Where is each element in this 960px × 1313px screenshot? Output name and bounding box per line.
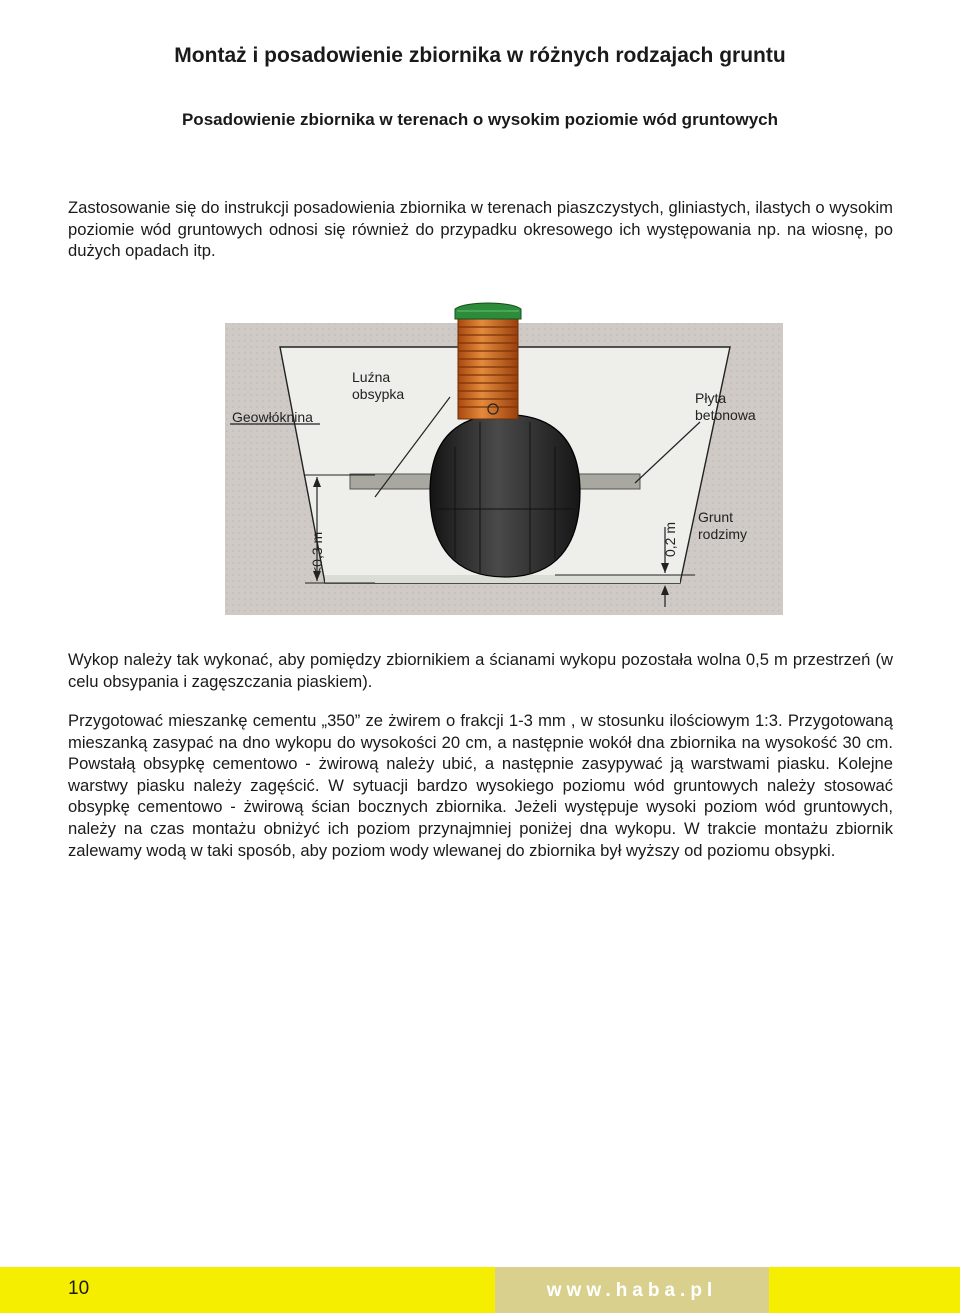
label-native-soil-line1: Grunt bbox=[698, 509, 734, 525]
footer-url[interactable]: www.haba.pl bbox=[546, 1280, 718, 1301]
installation-diagram bbox=[225, 297, 783, 615]
label-dim-right: 0,2 m bbox=[662, 521, 678, 557]
label-native-soil-line2: rodzimy bbox=[698, 526, 748, 542]
riser-pipe bbox=[458, 317, 518, 419]
tank-body bbox=[430, 415, 580, 577]
label-geotextile: Geowłóknina bbox=[232, 409, 313, 425]
footer-bar bbox=[0, 1267, 960, 1313]
page-title: Montaż i posadowienie zbiornika w różnych rodzajach gruntu bbox=[174, 44, 786, 67]
label-loose-fill-line1: Luźna bbox=[352, 369, 391, 385]
page-number: 10 bbox=[68, 1278, 90, 1299]
label-slab-line2: betonowa bbox=[695, 407, 756, 423]
body-paragraph: Wykop należy tak wykonać, aby pomiędzy zbiornikiem a ścianami wykopu pozostała wolna 0,5 m przestrzeń (w celu obsypania i zagęszczania piaskiem). bbox=[68, 650, 893, 691]
body-paragraph: Przygotować mieszankę cementu „350” ze żwirem o frakcji 1-3 mm , w stosunku ilościowym 1:3. Przygotowaną mieszanką zasypać na dno wykopu do wysokości 20 cm, a następnie wokół dna zbiornika na wysokość 30 cm. Powstałą obsypkę cementowo - żwirową należy ubić, a następnie zasypywać ją warstwami piasku. Kolejne warstwy piasku należy zagęścić. W sytuacji bardzo wysokiego poziomu wód gruntowych należy stosować obsypkę cementowo - żwirową ścian bocznych zbiornika. Jeżeli występuje wysoki poziom wód gruntowych, należy na czas montażu obniżyć ich poziom przynajmniej poniżej dna wykopu. W trakcie montażu zbiornik zalewamy wodą w taki sposób, aby poziom wody wlewanej do zbiornika był wyższy od poziomu obsypki. bbox=[68, 711, 893, 860]
label-loose-fill-line2: obsypka bbox=[352, 386, 405, 402]
section-subtitle: Posadowienie zbiornika w terenach o wysokim poziomie wód gruntowych bbox=[181, 110, 779, 129]
label-slab-line1: Płyta bbox=[695, 390, 727, 406]
intro-paragraph: Zastosowanie się do instrukcji posadowienia zbiornika w terenach piaszczystych, gliniastych, ilastych o wysokim poziomie wód gruntowych odnosi się również do przypadku okresowego ich występowania np. na wiosnę, po dużych opadach itp. bbox=[68, 198, 893, 261]
label-dim-left: <0,3 m bbox=[309, 531, 325, 575]
